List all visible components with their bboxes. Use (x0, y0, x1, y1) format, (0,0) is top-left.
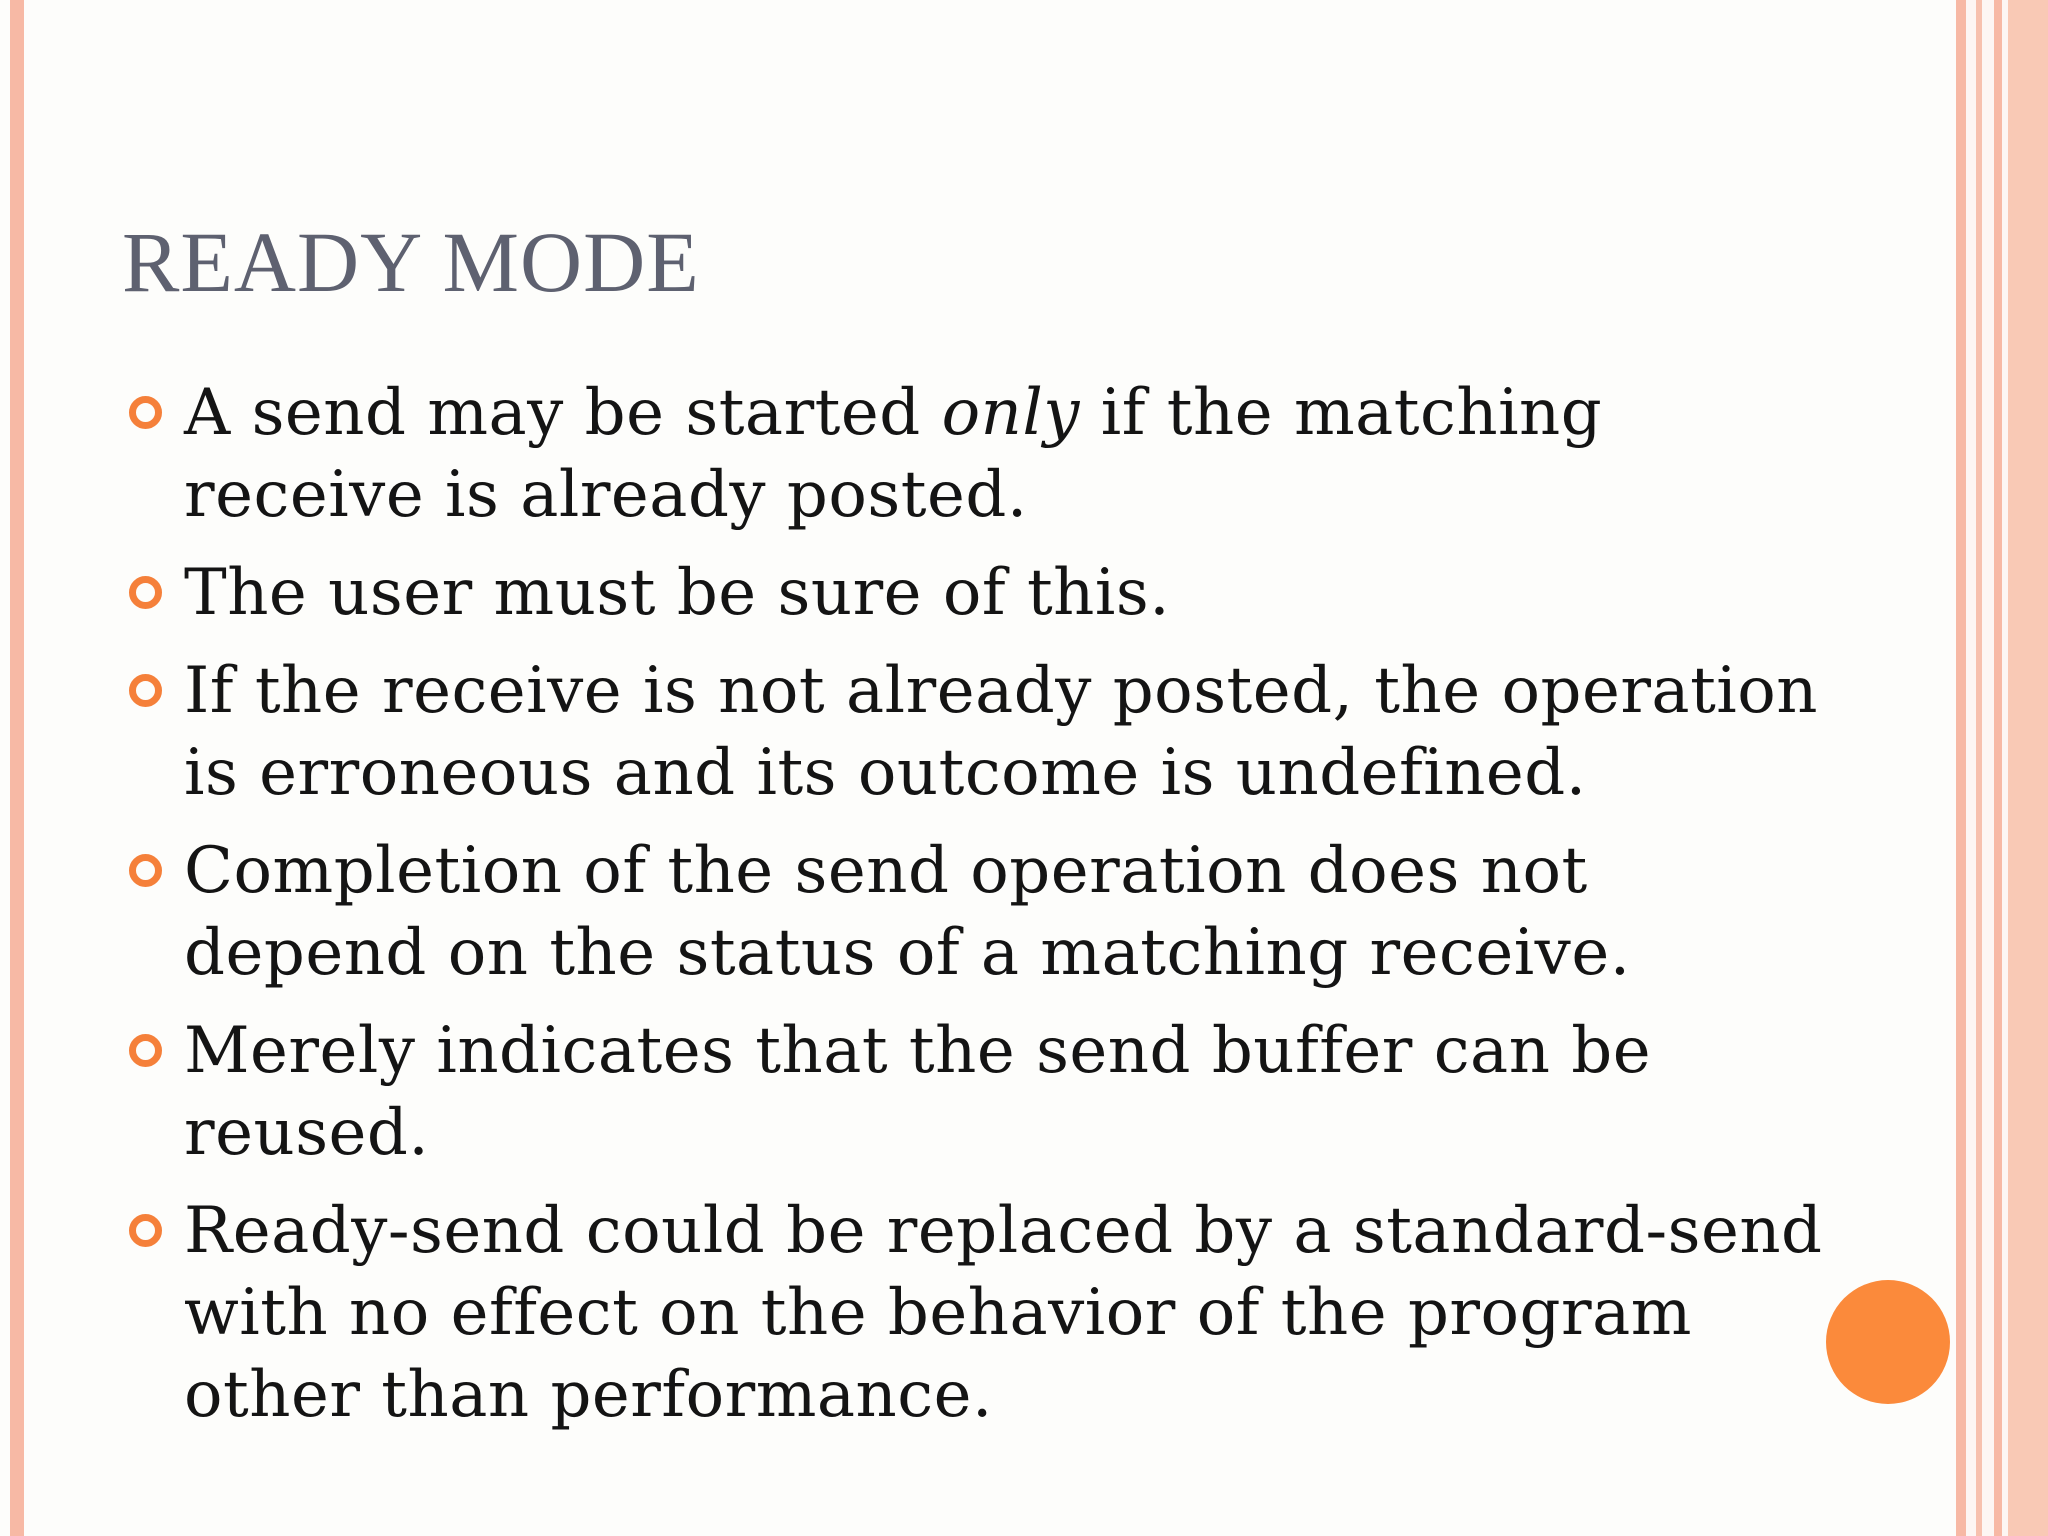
bullet-emphasis: only (941, 376, 1080, 450)
bullet-line: Ready-send could be replaced by a standard-send (184, 1194, 1823, 1268)
bullet-line (184, 372, 1766, 454)
right-decorative-stripe (1966, 0, 1976, 1536)
bullet-line: depend on the status of a matching receive. (184, 916, 1631, 990)
bullet-text: A send may be started (184, 376, 942, 450)
bullet-line: other than performance. (184, 1358, 993, 1432)
bullet-line: Merely indicates that the send buffer can be (184, 1014, 1652, 1088)
hollow-circle-bullet-icon (129, 854, 162, 887)
hollow-circle-bullet-icon (129, 1034, 162, 1067)
left-decorative-bar (10, 0, 24, 1536)
slide-title: READY MODE (122, 214, 700, 310)
bullet-line: reused. (184, 1096, 430, 1170)
bullet-item (126, 1190, 1823, 1436)
bullet-line: is erroneous and its outcome is undefined. (184, 736, 1587, 810)
bullet-item (126, 1010, 1766, 1174)
bullet-list (126, 372, 1823, 1452)
bullet-line: The user must be sure of this. (184, 556, 1171, 630)
bullet-text: if the matching (1079, 376, 1603, 450)
right-decorative-stripe (1982, 0, 1994, 1536)
bullet-line: Completion of the send operation does not (184, 834, 1588, 908)
right-decorative-stripe (1994, 0, 2002, 1536)
right-decorative-stripe (1956, 0, 1966, 1536)
hollow-circle-bullet-icon (129, 1214, 162, 1247)
bullet-item (126, 650, 1818, 814)
hollow-circle-bullet-icon (129, 396, 162, 429)
bullet-line: receive is already posted. (184, 458, 1028, 532)
hollow-circle-bullet-icon (129, 576, 162, 609)
bullet-item (126, 830, 1766, 994)
bullet-item (126, 372, 1766, 536)
hollow-circle-bullet-icon (129, 674, 162, 707)
bullet-line: with no effect on the behavior of the program (184, 1276, 1692, 1350)
right-decorative-stripe (2008, 0, 2048, 1536)
bullet-line: If the receive is not already posted, the operation (184, 654, 1818, 728)
bullet-item (126, 552, 1766, 634)
orange-circle-decoration (1826, 1280, 1950, 1404)
